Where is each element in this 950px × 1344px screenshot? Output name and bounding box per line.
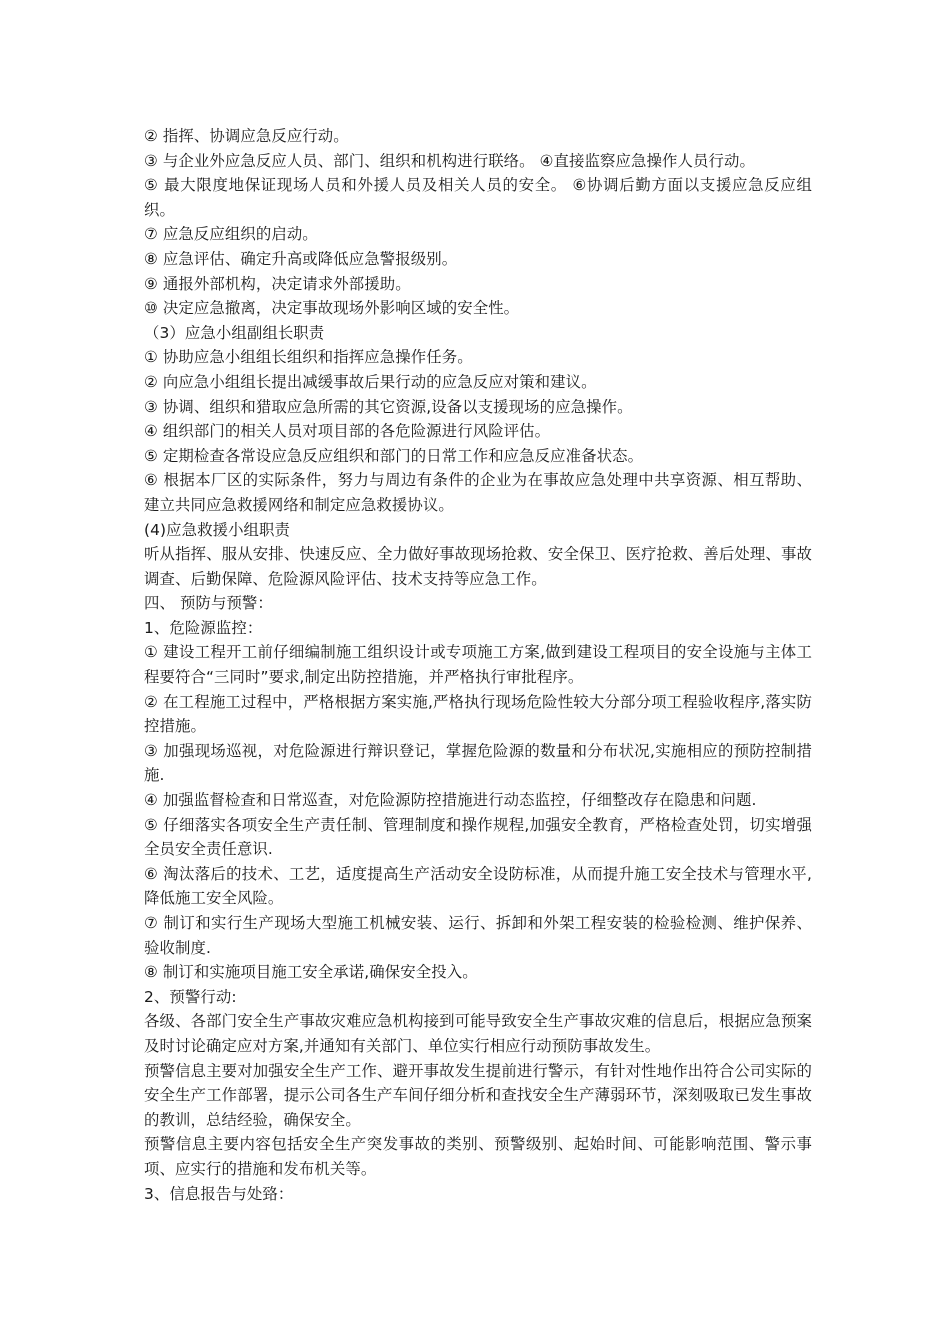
text-paragraph: ⑥ 淘汰落后的技术、工艺，适度提高生产活动安全设防标准，从而提升施工安全技术与管理水平,降低施工安全风险。 xyxy=(144,864,812,908)
text-line: ① 协助应急小组组长组织和指挥应急操作任务。 xyxy=(144,348,473,367)
text-line: ② 向应急小组组长提出减缓事故后果行动的应急反应对策和建议。 xyxy=(144,372,597,391)
text-paragraph: 各级、各部门安全生产事故灾难应急机构接到可能导致安全生产事故灾难的信息后，根据应急预案及时讨论确定应对方案,并通知有关部门、单位实行相应行动预防事故发生。 xyxy=(144,1012,812,1055)
text-line: ④ 组织部门的相关人员对项目部的各危险源进行风险评估。 xyxy=(144,422,551,441)
text-paragraph: ⑤ 最大限度地保证现场人员和外援人员及相关人员的安全。 ⑥协调后勤方面以支援应急反应组织。 xyxy=(144,176,812,219)
text-paragraph: ⑥ 根据本厂区的实际条件，努力与周边有条件的企业为在事故应急处理中共享资源、相互帮助、建立共同应急救援网络和制定应急救援协议。 xyxy=(144,471,812,514)
text-line: ⑨ 通报外部机构，决定请求外部援助。 xyxy=(144,274,411,293)
section-heading: （3）应急小组副组长职责 xyxy=(144,323,325,342)
text-line: ④ 加强监督检查和日常巡查，对危险源防控措施进行动态监控，仔细整改存在隐患和问题. xyxy=(144,791,757,810)
text-paragraph: 预警信息主要对加强安全生产工作、避开事故发生提前进行警示，有针对性地作出符合公司实际的安全生产工作部署，提示公司各生产车间仔细分析和查找安全生产薄弱环节，深刻吸取已发生事故的教训，总结经验，确保安全。 xyxy=(144,1061,812,1129)
text-line: ⑧ 制订和实施项目施工安全承诺,确保安全投入。 xyxy=(144,963,478,982)
text-paragraph: ① 建设工程开工前仔细编制施工组织设计或专项施工方案,做到建设工程项目的安全设施与主体工程要符合“三同时”要求,制定出防控措施，并严格执行审批程序。 xyxy=(144,643,812,687)
section-heading: (4)应急救援小组职责 xyxy=(144,520,291,539)
text-paragraph: 预警信息主要内容包括安全生产突发事故的类别、预警级别、起始时间、可能影响范围、警示事项、应实行的措施和发布机关等。 xyxy=(144,1135,812,1178)
section-heading: 2、预警行动: xyxy=(144,987,237,1006)
text-paragraph: ⑤ 仔细落实各项安全生产责任制、管理制度和操作规程,加强安全教育，严格检查处罚，切实增强全员安全责任意识. xyxy=(144,815,812,859)
text-line: ③ 协调、组织和猎取应急所需的其它资源,设备以支援现场的应急操作。 xyxy=(144,397,633,416)
text-paragraph: 听从指挥、服从安排、快速反应、全力做好事故现场抢救、安全保卫、医疗抢救、善后处理、事故调查、后勤保障、危险源风险评估、技术支持等应急工作。 xyxy=(144,545,812,588)
text-line: ⑦ 应急反应组织的启动。 xyxy=(144,225,318,244)
text-paragraph: ③ 加强现场巡视，对危险源进行辩识登记，掌握危险源的数量和分布状况,实施相应的预防控制措施. xyxy=(144,741,812,785)
section-heading: 3、信息报告与处臵： xyxy=(144,1184,294,1203)
text-line: ③ 与企业外应急反应人员、部门、组织和机构进行联络。 ④直接监察应急操作人员行动。 xyxy=(144,151,755,170)
document-page xyxy=(144,124,812,1206)
text-line: ⑤ 定期检查各常设应急反应组织和部门的日常工作和应急反应准备状态。 xyxy=(144,446,644,465)
text-line: ⑧ 应急评估、确定升高或降低应急警报级别。 xyxy=(144,249,458,268)
section-heading: 1、危险源监控： xyxy=(144,618,263,637)
text-paragraph: ② 在工程施工过程中，严格根据方案实施,严格执行现场危险性较大分部分项工程验收程序,落实防控措施。 xyxy=(144,692,812,736)
section-heading: 四、 预防与预警： xyxy=(144,594,273,613)
text-paragraph: ⑦ 制订和实行生产现场大型施工机械安装、运行、拆卸和外架工程安装的检验检测、维护保养、验收制度. xyxy=(144,914,812,957)
text-line: ② 指挥、协调应急反应行动。 xyxy=(144,127,349,145)
text-line: ⑩ 决定应急撤离，决定事故现场外影响区域的安全性。 xyxy=(144,299,520,318)
